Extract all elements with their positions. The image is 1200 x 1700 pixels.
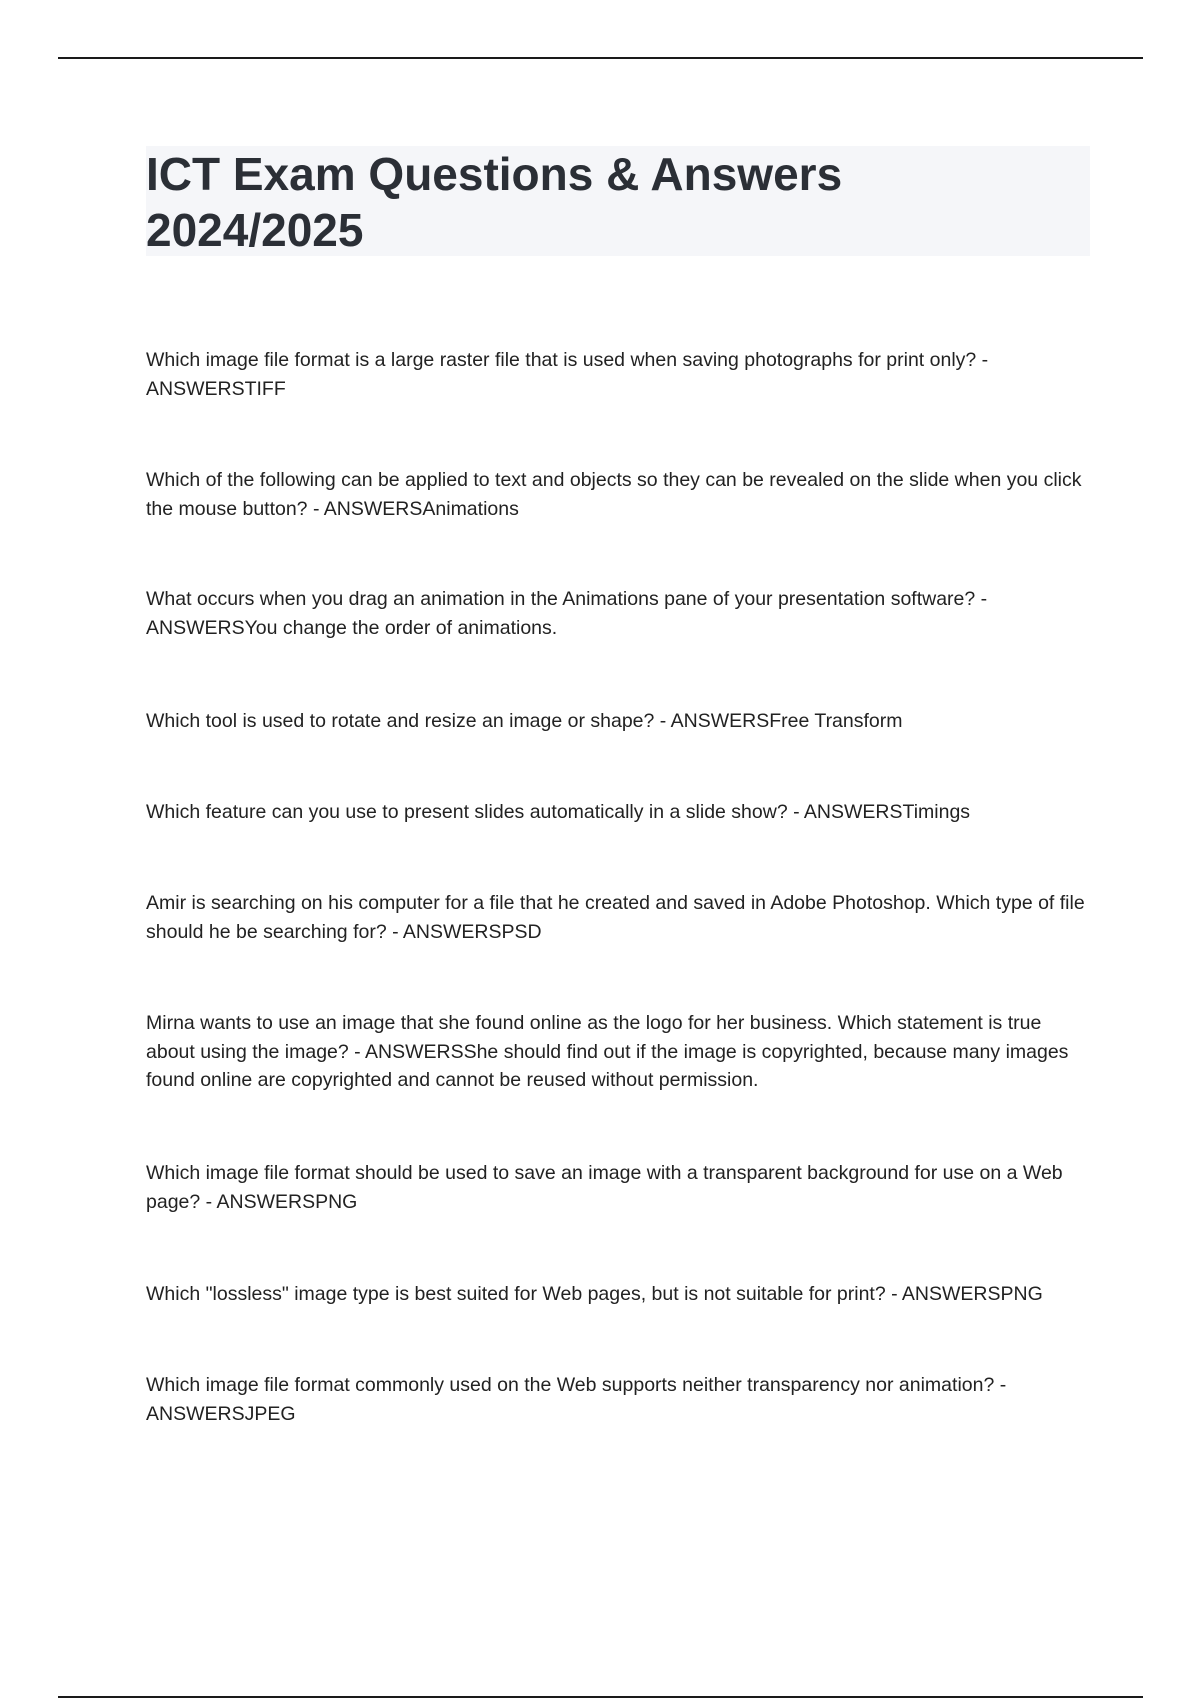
- header-rule: [58, 57, 1143, 59]
- qa-item-8: Which image file format should be used to save an image with a transparent background for use on a Web page? - ANSWERSPNG: [146, 1162, 1063, 1213]
- qa-item-3: What occurs when you drag an animation in the Animations pane of your presentation software? - ANSWERSYou change the order of animations.: [146, 588, 988, 639]
- qa-item-10: Which image file format commonly used on the Web supports neither transparency nor animation? - ANSWERSJPEG: [146, 1374, 1007, 1425]
- title-block: [146, 146, 1090, 256]
- qa-item-6: Amir is searching on his computer for a file that he created and saved in Adobe Photoshop. Which type of file should he be searching for? - ANSWERSPSD: [146, 892, 1085, 943]
- qa-item-4: Which tool is used to rotate and resize an image or shape? - ANSWERSFree Transform: [146, 710, 903, 732]
- document-title: ICT Exam Questions & Answers 2024/2025: [146, 148, 843, 256]
- qa-item-5: Which feature can you use to present slides automatically in a slide show? - ANSWERSTimings: [146, 801, 971, 823]
- qa-item-2: Which of the following can be applied to text and objects so they can be revealed on the slide when you click the mouse button? - ANSWERSAnimations: [146, 469, 1082, 520]
- qa-item-7: Mirna wants to use an image that she found online as the logo for her business. Which statement is true about using the image? - ANSWERSShe should find out if the image is copyrighted, because many images found online are copyrighted and cannot be reused without permission.: [146, 1012, 1069, 1091]
- qa-item-1: Which image file format is a large raster file that is used when saving photographs for print only? - ANSWERSTIFF: [146, 349, 989, 400]
- footer-rule: [58, 1696, 1143, 1698]
- qa-item-9: Which "lossless" image type is best suited for Web pages, but is not suitable for print? - ANSWERSPNG: [146, 1283, 1043, 1305]
